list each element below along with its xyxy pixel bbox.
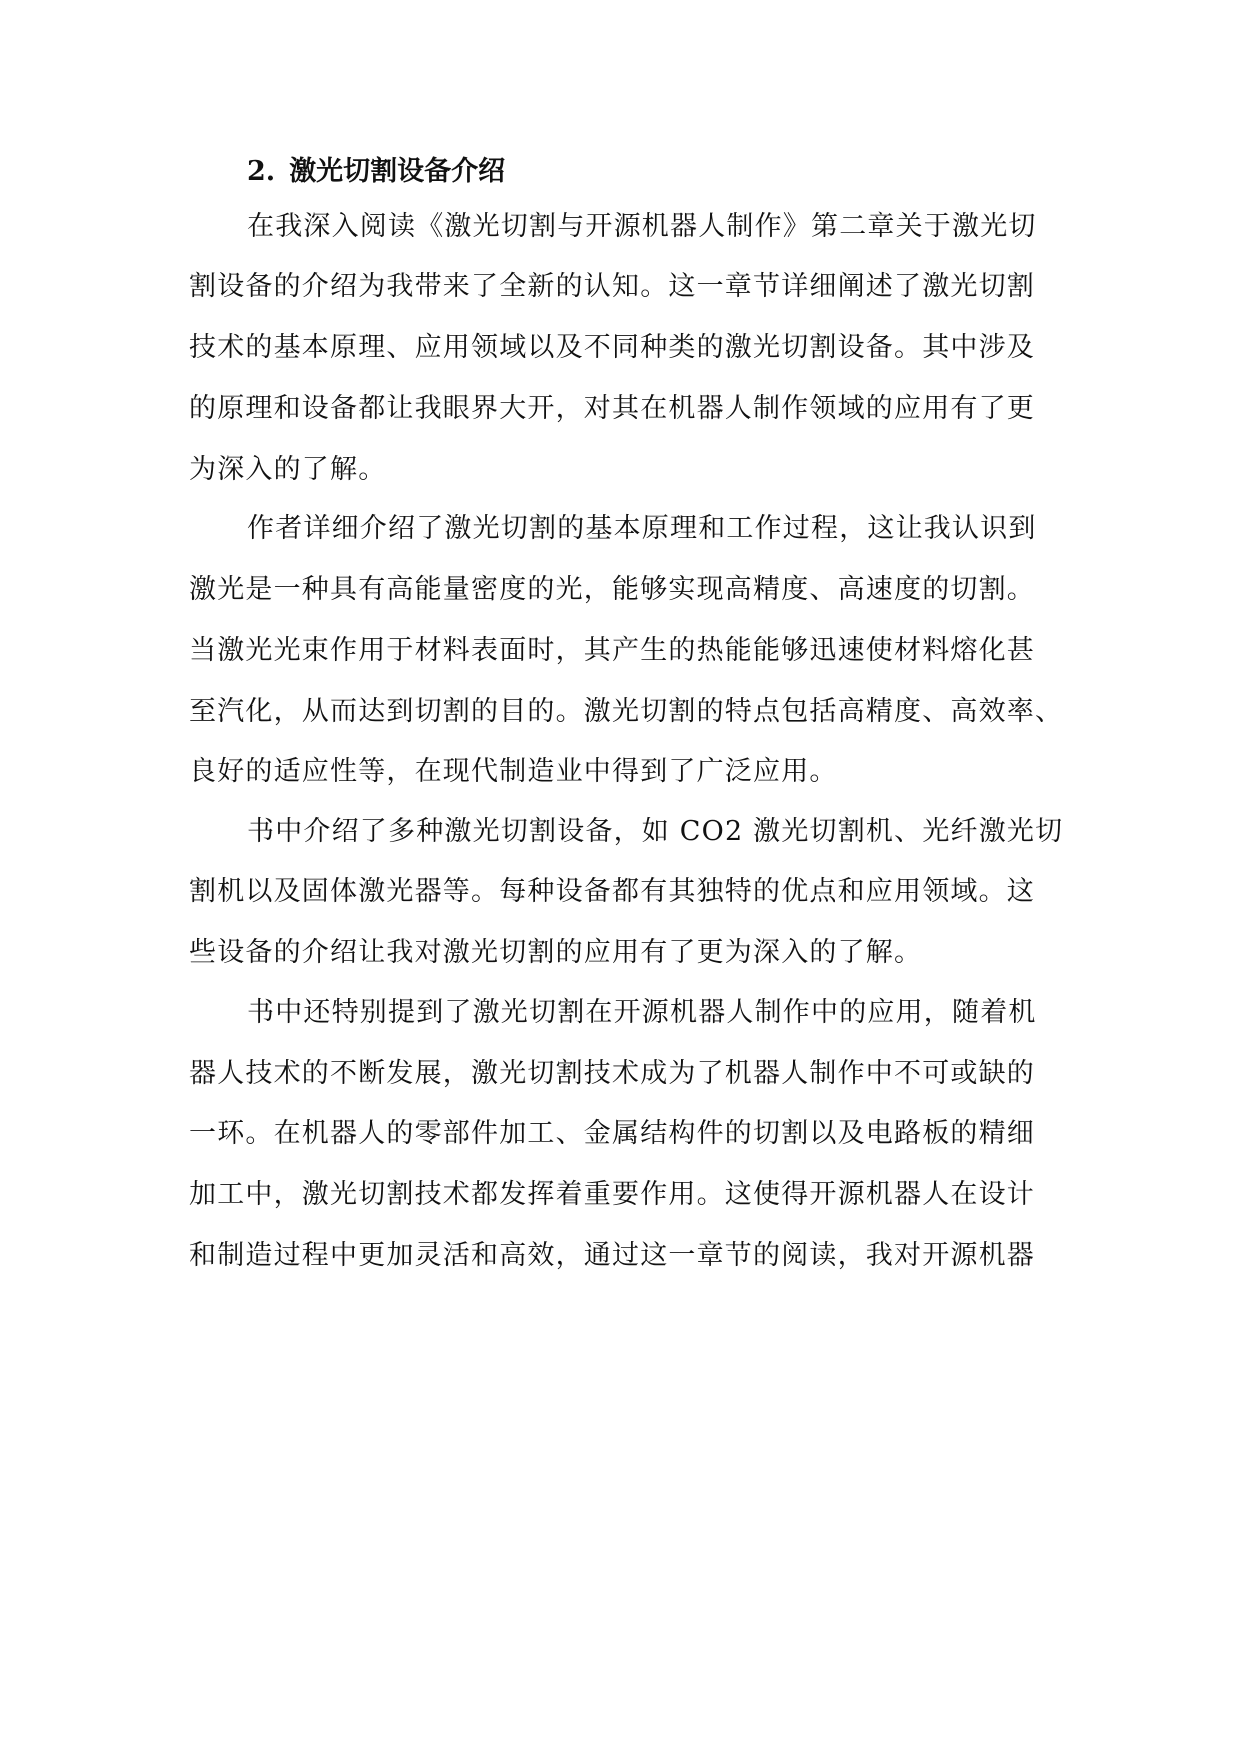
paragraph-line: 至汽化，从而达到切割的目的。激光切割的特点包括高精度、高效率、	[189, 696, 1064, 727]
paragraph-line: 割机以及固体激光器等。每种设备都有其独特的优点和应用领域。这	[189, 876, 1035, 907]
paragraph-line: 当激光光束作用于材料表面时，其产生的热能能够迅速使材料熔化甚	[189, 635, 1035, 666]
paragraph-line: 些设备的介绍让我对激光切割的应用有了更为深入的了解。	[189, 937, 923, 968]
paragraph-line: 技术的基本原理、应用领域以及不同种类的激光切割设备。其中涉及	[189, 332, 1035, 363]
paragraph-line: 良好的适应性等，在现代制造业中得到了广泛应用。	[189, 756, 838, 787]
paragraph-line: 一环。在机器人的零部件加工、金属结构件的切割以及电路板的精细	[189, 1118, 1035, 1149]
paragraph-line: 书中介绍了多种激光切割设备，如 CO2 激光切割机、光纤激光切	[247, 816, 1064, 847]
paragraph-line: 器人技术的不断发展，激光切割技术成为了机器人制作中不可或缺的	[189, 1058, 1035, 1089]
paragraph-line: 的原理和设备都让我眼界大开，对其在机器人制作领域的应用有了更	[189, 393, 1035, 424]
paragraph-line: 为深入的了解。	[189, 454, 387, 485]
section-number: 2.	[247, 156, 276, 187]
paragraph-line: 作者详细介绍了激光切割的基本原理和工作过程，这让我认识到	[247, 513, 1037, 544]
paragraph-line: 书中还特别提到了激光切割在开源机器人制作中的应用，随着机	[247, 997, 1037, 1028]
paragraph-line: 和制造过程中更加灵活和高效，通过这一章节的阅读，我对开源机器	[189, 1240, 1035, 1271]
paragraph-line: 在我深入阅读《激光切割与开源机器人制作》第二章关于激光切	[247, 211, 1037, 242]
paragraph-line: 激光是一种具有高能量密度的光，能够实现高精度、高速度的切割。	[189, 574, 1035, 605]
paragraph-line: 割设备的介绍为我带来了全新的认知。这一章节详细阐述了激光切割	[189, 271, 1035, 302]
paragraph-line: 加工中，激光切割技术都发挥着重要作用。这使得开源机器人在设计	[189, 1179, 1035, 1210]
section-title: 激光切割设备介绍	[289, 156, 506, 187]
section-heading	[247, 152, 505, 192]
